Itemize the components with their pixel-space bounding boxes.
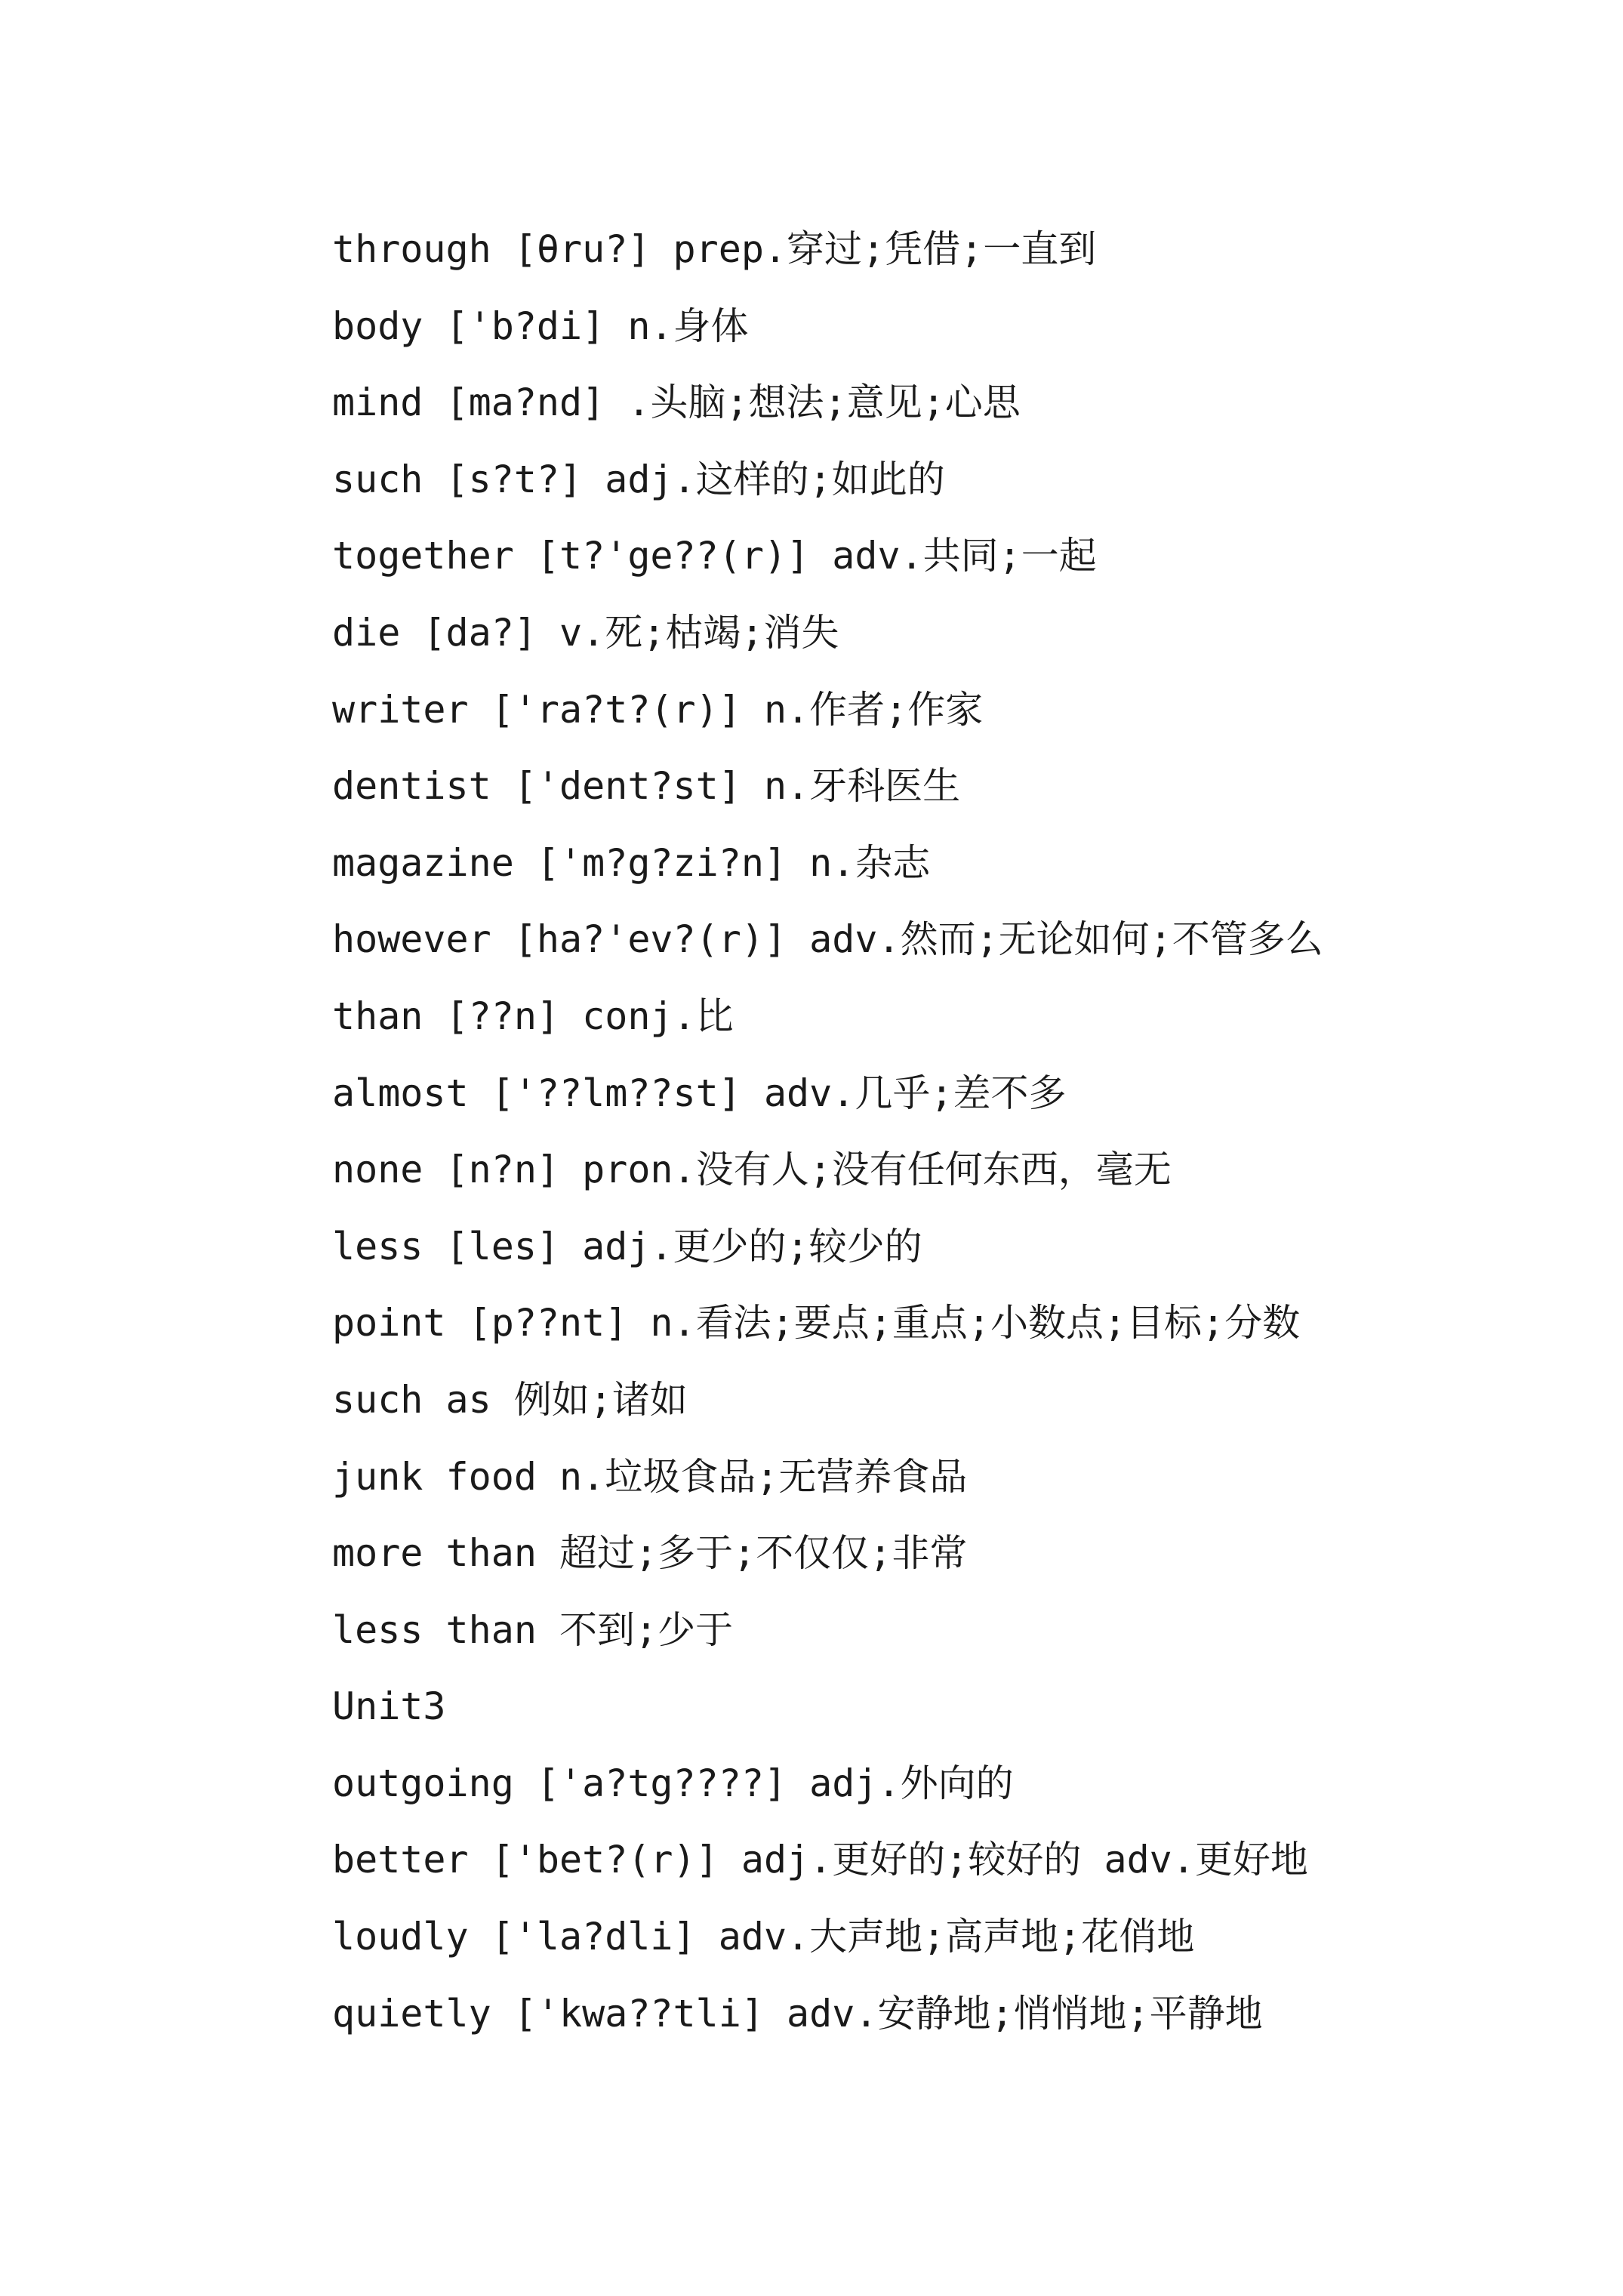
vocab-entry: through [θru?] prep.穿过;凭借;一直到: [332, 227, 1097, 271]
vocab-entry: together [t?'ge??(r)] adv.共同;一起: [332, 534, 1097, 578]
vocabulary-list: [332, 211, 1570, 2052]
unit-heading: Unit3: [332, 1684, 446, 1729]
vocab-entry: such [s?t?] adj.这样的;如此的: [332, 457, 945, 501]
vocab-entry: dentist ['dent?st] n.牙科医生: [332, 764, 961, 809]
vocab-entry: writer ['ra?t?(r)] n.作者;作家: [332, 687, 984, 732]
vocab-entry: however [ha?'ev?(r)] adv.然而;无论如何;不管多么: [332, 917, 1323, 962]
phrase-entry: more than 超过;多于;不仅仅;非常: [332, 1531, 968, 1576]
vocab-entry: none [n?n] pron.没有人;没有任何东西，毫无: [332, 1148, 1172, 1192]
phrase-entry: such as 例如;诸如: [332, 1377, 688, 1422]
vocab-entry: than [??n] conj.比: [332, 994, 734, 1038]
phrase-entry: less than 不到;少于: [332, 1607, 734, 1652]
vocab-entry: point [p??nt] n.看法;要点;重点;小数点;目标;分数: [332, 1301, 1301, 1345]
phrase-entry: junk food n.垃圾食品;无营养食品: [332, 1454, 968, 1499]
vocab-entry: less [les] adj.更少的;较少的: [332, 1224, 922, 1268]
vocab-entry: outgoing ['a?tg????] adj.外向的: [332, 1761, 1014, 1805]
vocab-entry: quietly ['kwa??tli] adv.安静地;悄悄地;平静地: [332, 1991, 1263, 2036]
vocab-entry: loudly ['la?dli] adv.大声地;高声地;花俏地: [332, 1915, 1195, 1959]
vocab-entry: mind [ma?nd] .头脑;想法;意见;心思: [332, 381, 1021, 425]
vocab-entry: body ['b?di] n.身体: [332, 304, 749, 348]
vocab-entry: better ['bet?(r)] adj.更好的;较好的 adv.更好地: [332, 1838, 1308, 1882]
vocab-entry: almost ['??lm??st] adv.几乎;差不多: [332, 1071, 1067, 1115]
vocab-entry: magazine ['m?g?zi?n] n.杂志: [332, 840, 931, 885]
vocab-entry: die [da?] v.死;枯竭;消失: [332, 610, 839, 655]
